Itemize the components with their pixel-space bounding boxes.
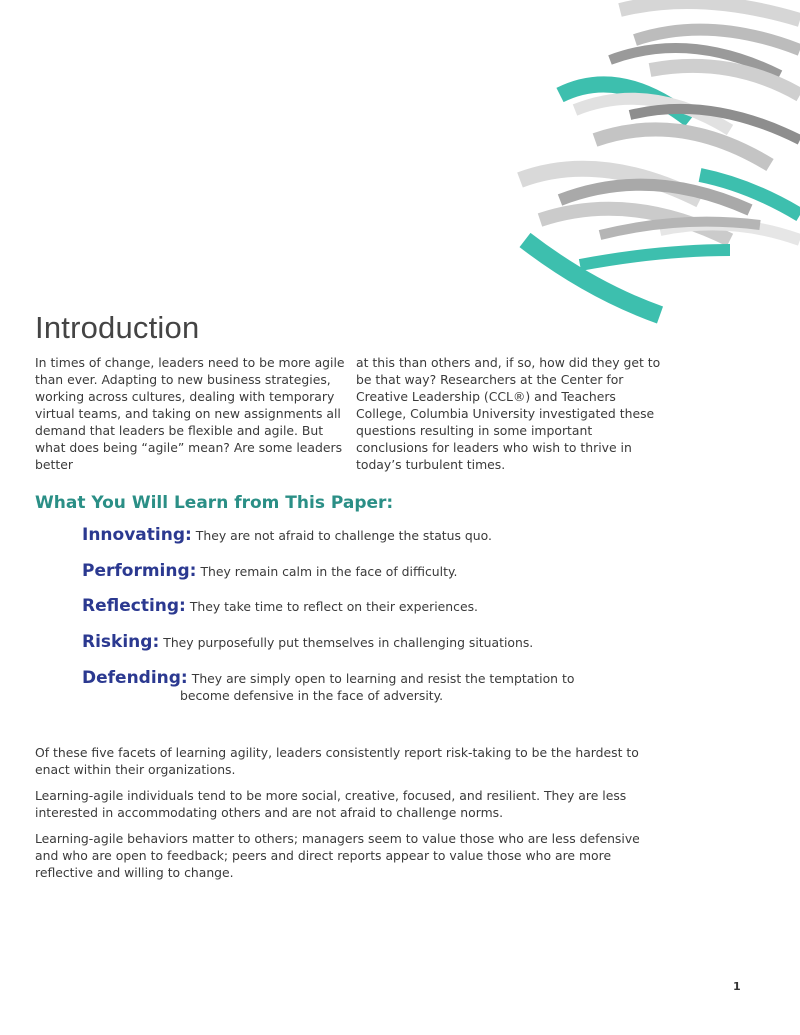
page-number: 1 <box>733 980 741 993</box>
intro-paragraph-right: at this than others and, if so, how did they get to be that way? Researchers at the Center for Creative Leadership (CCL®) and Teachers College, Columbia University investigated these questions resulting in some important conclusions for leaders who wish to thrive in today’s turbulent times. <box>356 355 661 472</box>
page-title: Introduction <box>35 310 200 345</box>
facet-innovating <box>82 527 492 544</box>
summary-paragraph-2: Learning-agile individuals tend to be more social, creative, focused, and resilient. They are less interested in accommodating others and are not afraid to challenge norms. <box>35 788 627 820</box>
facet-description: They purposefully put themselves in challenging situations. <box>163 635 534 650</box>
learn-heading: What You Will Learn from This Paper: <box>35 493 394 513</box>
facet-description: They are not afraid to challenge the status quo. <box>195 528 492 543</box>
summary-paragraph-1: Of these five facets of learning agility, leaders consistently report risk-taking to be the hardest to enact within their organizations. <box>35 745 639 777</box>
facet-term: Risking: <box>82 632 160 652</box>
facet-defending <box>82 670 574 704</box>
summary-paragraph-3: Learning-agile behaviors matter to others; managers seem to value those who are less defensive and who are open to feedback; peers and direct reports appear to value those who are more reflective and willing to change. <box>35 831 640 880</box>
intro-paragraph-left: In times of change, leaders need to be more agile than ever. Adapting to new business strategies, working across cultures, dealing with temporary virtual teams, and taking on new assignments all demand that leaders be flexible and agile. But what does being “agile” mean? Are some leaders better <box>35 355 345 472</box>
facet-term: Reflecting: <box>82 596 186 616</box>
facet-description-continued: become defensive in the face of adversity. <box>180 688 444 703</box>
facet-term: Defending: <box>82 668 188 688</box>
facet-reflecting <box>82 598 478 615</box>
facet-risking <box>82 634 533 651</box>
decorative-arc-pattern <box>500 0 800 330</box>
facet-term: Innovating: <box>82 525 192 545</box>
facet-description: They take time to reflect on their experiences. <box>189 599 478 614</box>
facet-description: They remain calm in the face of difficulty. <box>200 564 458 579</box>
facet-description: They are simply open to learning and resist the temptation to <box>191 671 575 686</box>
facet-performing <box>82 563 457 580</box>
facet-term: Performing: <box>82 561 197 581</box>
